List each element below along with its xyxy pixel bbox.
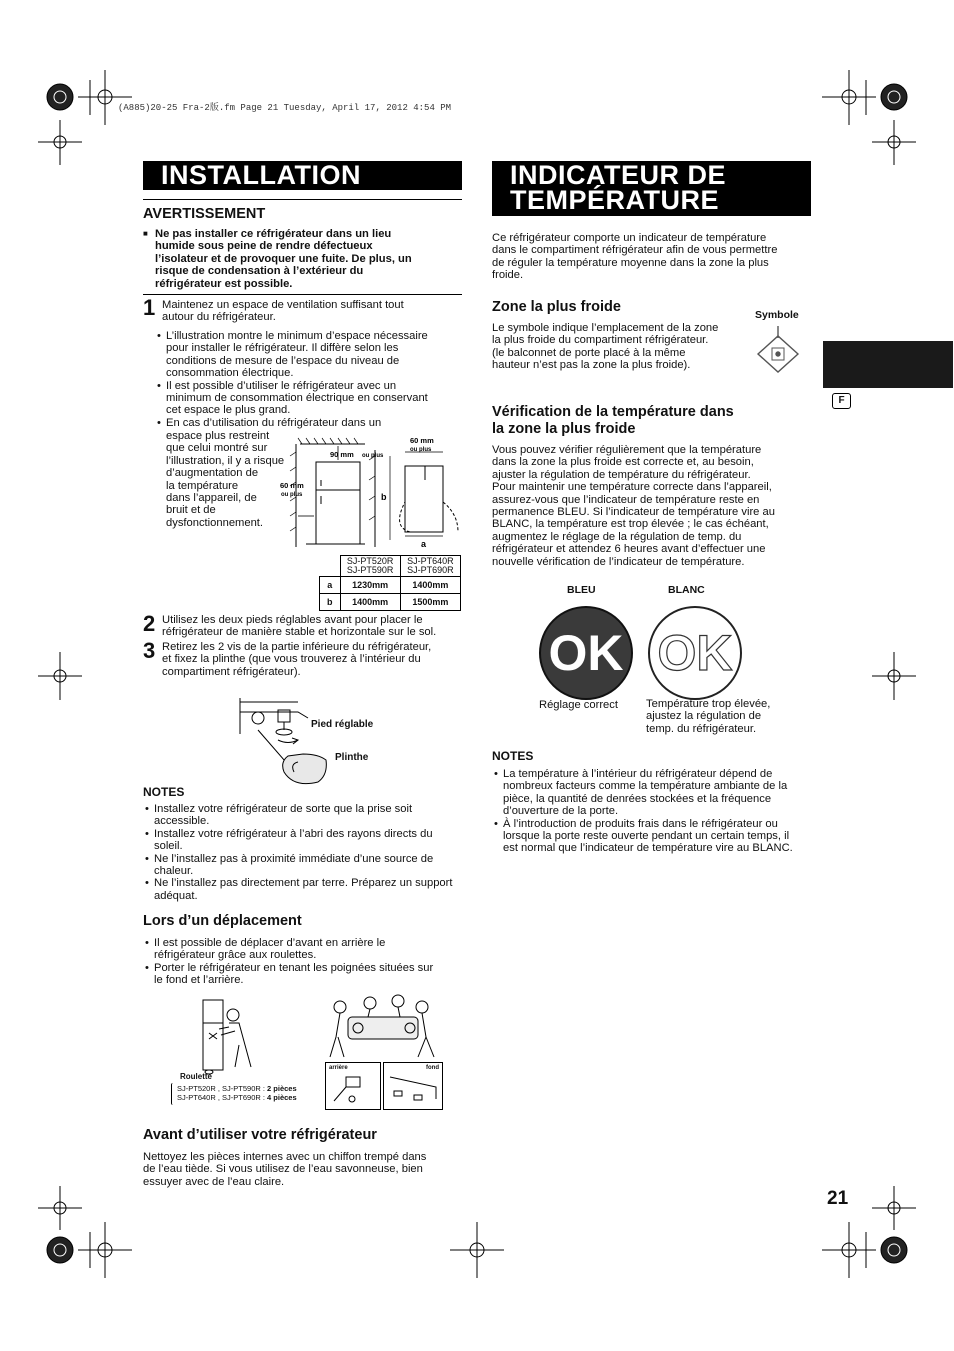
right-gap-label: 60 mm: [410, 436, 434, 445]
text-line: nouvelle vérification de l’indicateur de température.: [492, 555, 745, 568]
rear-label: arrière: [329, 1065, 348, 1071]
rear-handle-detail: [325, 1062, 381, 1110]
symbol-label: Symbole: [755, 309, 799, 321]
print-header: (A885)20-25 Fra-2版.fm Page 21 Tuesday, April 17, 2012 4:54 PM: [118, 103, 452, 113]
text-line: et fixez la plinthe (que vous trouverez à l’intérieur du: [162, 653, 421, 666]
roulette-label: Roulette: [180, 1072, 212, 1081]
text-line: la plus froide du compartiment réfrigérateur.: [492, 334, 709, 347]
text-line: que celui montré sur: [166, 442, 268, 455]
table-cell: b: [320, 594, 341, 611]
side-gap-sub: ou plus: [281, 492, 303, 498]
text-line: Température trop élevée,: [646, 698, 771, 710]
text-line: Nettoyez les pièces internes avec un chiffon trempé dans: [143, 1151, 427, 1163]
warning-title: AVERTISSEMENT: [143, 206, 266, 222]
dim-a-label: a: [421, 539, 427, 549]
text-line: hauteur n’est pas la zone la plus froide).: [492, 359, 691, 372]
text-line: minimum de consommation électrique en conservant: [166, 392, 428, 405]
table-header: SJ-PT520R SJ-PT590R: [340, 556, 400, 577]
list-item: [155, 380, 465, 417]
warning-line: Ne pas installer ce réfrigérateur dans un lieu: [155, 228, 392, 240]
ok-text: OK: [548, 625, 624, 681]
list-item: [143, 803, 463, 828]
installation-notes: [143, 803, 463, 902]
language-tab-letter: F: [832, 393, 851, 409]
text-line: est normal que l’indicateur de température vire au BLANC.: [503, 842, 793, 855]
before-use-text: [143, 1151, 463, 1188]
count-text: 2 pièces: [267, 1084, 297, 1093]
text-line: pièce, la quantité de denrées stockées et la fréquence: [503, 792, 772, 805]
list-item: [143, 877, 463, 902]
text-line: temp. du réfrigérateur.: [646, 722, 757, 735]
text-line: le fond et l’arrière.: [154, 974, 244, 987]
caster-count-line-2: [177, 1093, 297, 1102]
step-number: 1: [143, 295, 156, 320]
adjustable-foot-illustration: [238, 690, 338, 790]
text-line: de l’eau tiède. Si vous utilisez de l’eau savonneuse, bien: [143, 1163, 423, 1176]
text-line: dysfonctionnement.: [166, 516, 264, 529]
text-line: Maintenez un espace de ventilation suffisant tout: [162, 299, 404, 311]
text-line: Pour maintenir une température correcte dans l’appareil,: [492, 481, 772, 494]
top-gap-label: 90 mm: [330, 450, 354, 459]
list-item: [143, 962, 463, 987]
verification-title: [492, 404, 812, 438]
caster-count-line-1: [177, 1084, 297, 1093]
side-gap-label: 60 mm: [280, 481, 304, 490]
table-corner: [320, 556, 341, 577]
text-line: réfrigérateur grâce aux roulettes.: [154, 949, 317, 962]
text-line: BLANC, la température est trop élevée ; le cas échéant,: [492, 518, 769, 531]
text-line: compartiment réfrigérateur).: [162, 665, 301, 678]
handle-sketch: [332, 1071, 376, 1107]
text-line: permanence BLEU. Si l’indicateur de température vire au: [492, 506, 775, 519]
text-line: accessible.: [154, 815, 210, 828]
step-number: 3: [143, 638, 156, 663]
text-line: • Porter le réfrigérateur en tenant les poignées situées sur: [154, 961, 434, 974]
warning-line: risque de condensation à l’extérieur du: [155, 265, 364, 278]
text-line: • En cas d’utilisation du réfrigérateur dans un: [166, 416, 382, 429]
text-line: • Il est possible d’utiliser le réfrigérateur avec un: [166, 379, 397, 392]
text-line: • Ne l’installez pas à proximité immédiate d’une source de: [154, 852, 434, 865]
text-line: • Il est possible de déplacer d’avant en arrière le: [154, 937, 386, 949]
text-line: Retirez les 2 vis de la partie inférieure du réfrigérateur,: [162, 641, 432, 653]
text-line: soleil.: [154, 840, 183, 853]
moving-title: Lors d’un déplacement: [143, 913, 302, 929]
step1-bullets: [155, 330, 465, 429]
text-line: Ce réfrigérateur comporte un indicateur de température: [492, 232, 767, 244]
text-line: adéquat.: [154, 889, 198, 902]
text-line: (le balconnet de porte placé à la même: [492, 346, 686, 359]
text-line: Vous pouvez vérifier régulièrement que la température: [492, 444, 762, 456]
step1-text: [162, 299, 404, 324]
table-header: SJ-PT640R SJ-PT690R: [400, 556, 460, 577]
text-line: dans le compartiment réfrigérateur afin de vous permettre: [492, 244, 778, 257]
text-line: ajustez la régulation de: [646, 710, 762, 723]
moving-bullets: [143, 937, 463, 987]
text-line: essuyer avec de l’eau claire.: [143, 1175, 285, 1188]
adjustable-foot-label: Pied réglable: [311, 719, 374, 730]
text-line: froide.: [492, 269, 524, 282]
blue-caption: Réglage correct: [539, 699, 618, 711]
text-line: de réguler la température moyenne dans la zone la plus: [492, 256, 769, 269]
ok-indicator-blue: [539, 606, 633, 700]
language-tab-bar: [823, 341, 953, 388]
clearance-diagram: [280, 432, 465, 550]
title-line: la zone la plus froide: [492, 421, 636, 437]
coldest-zone-title: Zone la plus froide: [492, 299, 621, 315]
warning-line: humide sous peine de rendre défectueux: [155, 240, 373, 253]
list-item: [492, 768, 812, 818]
divider: [143, 294, 462, 295]
table-row: [320, 556, 461, 577]
step3-text: [162, 641, 431, 678]
coldest-zone-text: [492, 322, 752, 372]
text-line: augmentez le réglage de la régulation de temp. du: [492, 530, 742, 543]
top-gap-sub: ou plus: [362, 453, 384, 459]
text-line: cet espace le plus grand.: [166, 404, 291, 417]
before-use-title: Avant d’utiliser votre réfrigérateur: [143, 1127, 377, 1143]
text-line: • Installez votre réfrigérateur de sorte que la prise soit: [154, 803, 413, 815]
text-line: • Ne l’installez pas directement par terre. Préparez un support: [154, 877, 453, 890]
dim-b-label: b: [381, 492, 387, 502]
text-line: consommation électrique.: [166, 367, 294, 380]
text-line: Utilisez les deux pieds réglables avant pour placer le: [162, 614, 423, 626]
text-line: réfrigérateur et attendez 6 heures avant d’effectuer une: [492, 543, 766, 556]
text-line: chaleur.: [154, 865, 194, 878]
intro-text: [492, 232, 812, 282]
text-line: dans la zone la plus froide est correcte et, au besoin,: [492, 456, 754, 469]
blue-label: BLEU: [567, 584, 596, 596]
table-row: [320, 577, 461, 594]
step-number: 2: [143, 611, 156, 636]
two-people-carrying-illustration: [318, 993, 443, 1059]
temperature-indicator-banner: [492, 161, 811, 216]
list-item: [143, 828, 463, 853]
installation-banner: INSTALLATION: [143, 161, 462, 190]
text-line: réfrigérateur de manière stable et horizontale sur le sol.: [162, 626, 437, 639]
banner-line: TEMPÉRATURE: [510, 185, 720, 215]
text-line: bruit et de: [166, 504, 216, 517]
table-row: [320, 594, 461, 611]
text-line: d’ouverture de la porte.: [503, 805, 619, 818]
white-caption: [646, 698, 806, 735]
warning-line: réfrigérateur est possible.: [155, 277, 293, 290]
table-cell: 1400mm: [340, 594, 400, 611]
list-item: [143, 853, 463, 878]
divider: [143, 199, 462, 200]
text-line: nombreux facteurs comme la température ambiante de la: [503, 780, 788, 793]
models-text: SJ-PT640R , SJ-PT690R :: [177, 1093, 268, 1102]
list-item: [492, 818, 812, 855]
handle-sketch: [388, 1071, 438, 1107]
text-line: • L’illustration montre le minimum d’espace nécessaire: [166, 330, 428, 342]
text-line: Le symbole indique l’emplacement de la zone: [492, 322, 719, 334]
text-line: lorsque la porte reste ouverte pendant un certain temps, il: [503, 830, 790, 843]
warning-line: l’isolateur et de provoquer une fuite. De plus, un: [155, 252, 412, 265]
text-line: • Installez votre réfrigérateur à l’abri des rayons directs du: [154, 827, 433, 840]
text-line: pour installer le réfrigérateur. Il diffère selon les: [166, 342, 399, 355]
text-line: la température: [166, 479, 239, 492]
step2-text: [162, 614, 436, 639]
text-line: l’illustration, il y a risque: [166, 454, 285, 467]
table-cell: 1500mm: [400, 594, 460, 611]
models-text: SJ-PT520R , SJ-PT590R :: [177, 1084, 268, 1093]
plinth-label: Plinthe: [335, 752, 369, 763]
indicator-notes: [492, 768, 812, 855]
bottom-label: fond: [426, 1065, 439, 1071]
banner-line: INDICATEUR DE: [510, 160, 727, 190]
count-text: 4 pièces: [267, 1093, 297, 1102]
white-label: BLANC: [668, 584, 705, 596]
text-line: conditions de mesure de l’espace du niveau de: [166, 354, 400, 367]
bracket: [171, 1083, 175, 1105]
table-cell: 1400mm: [400, 577, 460, 594]
text-line: • À l’introduction de produits frais dans le réfrigérateur ou: [503, 817, 778, 830]
ok-indicator-white: [648, 606, 742, 700]
text-line: espace plus restreint: [166, 430, 270, 442]
verification-text: [492, 444, 812, 568]
notes-title: NOTES: [143, 785, 185, 799]
ok-text: OK: [657, 625, 733, 681]
warning-block: ■ Ne pas installer ce réfrigérateur dans un lieu humide sous peine de rendre défectueux l’isolateur et de provoquer une fuite. De plus, un risque de condensation à l’extérieur du réfrigérateur est possible.: [143, 228, 463, 290]
list-item: [143, 937, 463, 962]
person-moving-fridge-illustration: [195, 995, 265, 1075]
bottom-handle-detail: [383, 1062, 443, 1110]
text-line: autour du réfrigérateur.: [162, 311, 276, 324]
list-item: [155, 417, 465, 429]
coldest-zone-symbol-icon: [754, 324, 804, 376]
list-item: [155, 330, 465, 380]
text-line: ajuster la régulation de température du réfrigérateur.: [492, 468, 751, 481]
text-line: d’augmentation de: [166, 467, 259, 480]
text-line: • La température à l’intérieur du réfrigérateur dépend de: [503, 768, 773, 780]
table-cell: 1230mm: [340, 577, 400, 594]
dimension-table: [319, 555, 461, 611]
right-gap-sub: ou plus: [410, 447, 432, 453]
text-line: assurez-vous que l’indicateur de température reste en: [492, 493, 760, 506]
title-line: Vérification de la température dans: [492, 404, 734, 420]
page-number: 21: [827, 1188, 849, 1209]
text-line: dans l’appareil, de: [166, 492, 257, 505]
table-cell: a: [320, 577, 341, 594]
notes-title: NOTES: [492, 749, 534, 763]
